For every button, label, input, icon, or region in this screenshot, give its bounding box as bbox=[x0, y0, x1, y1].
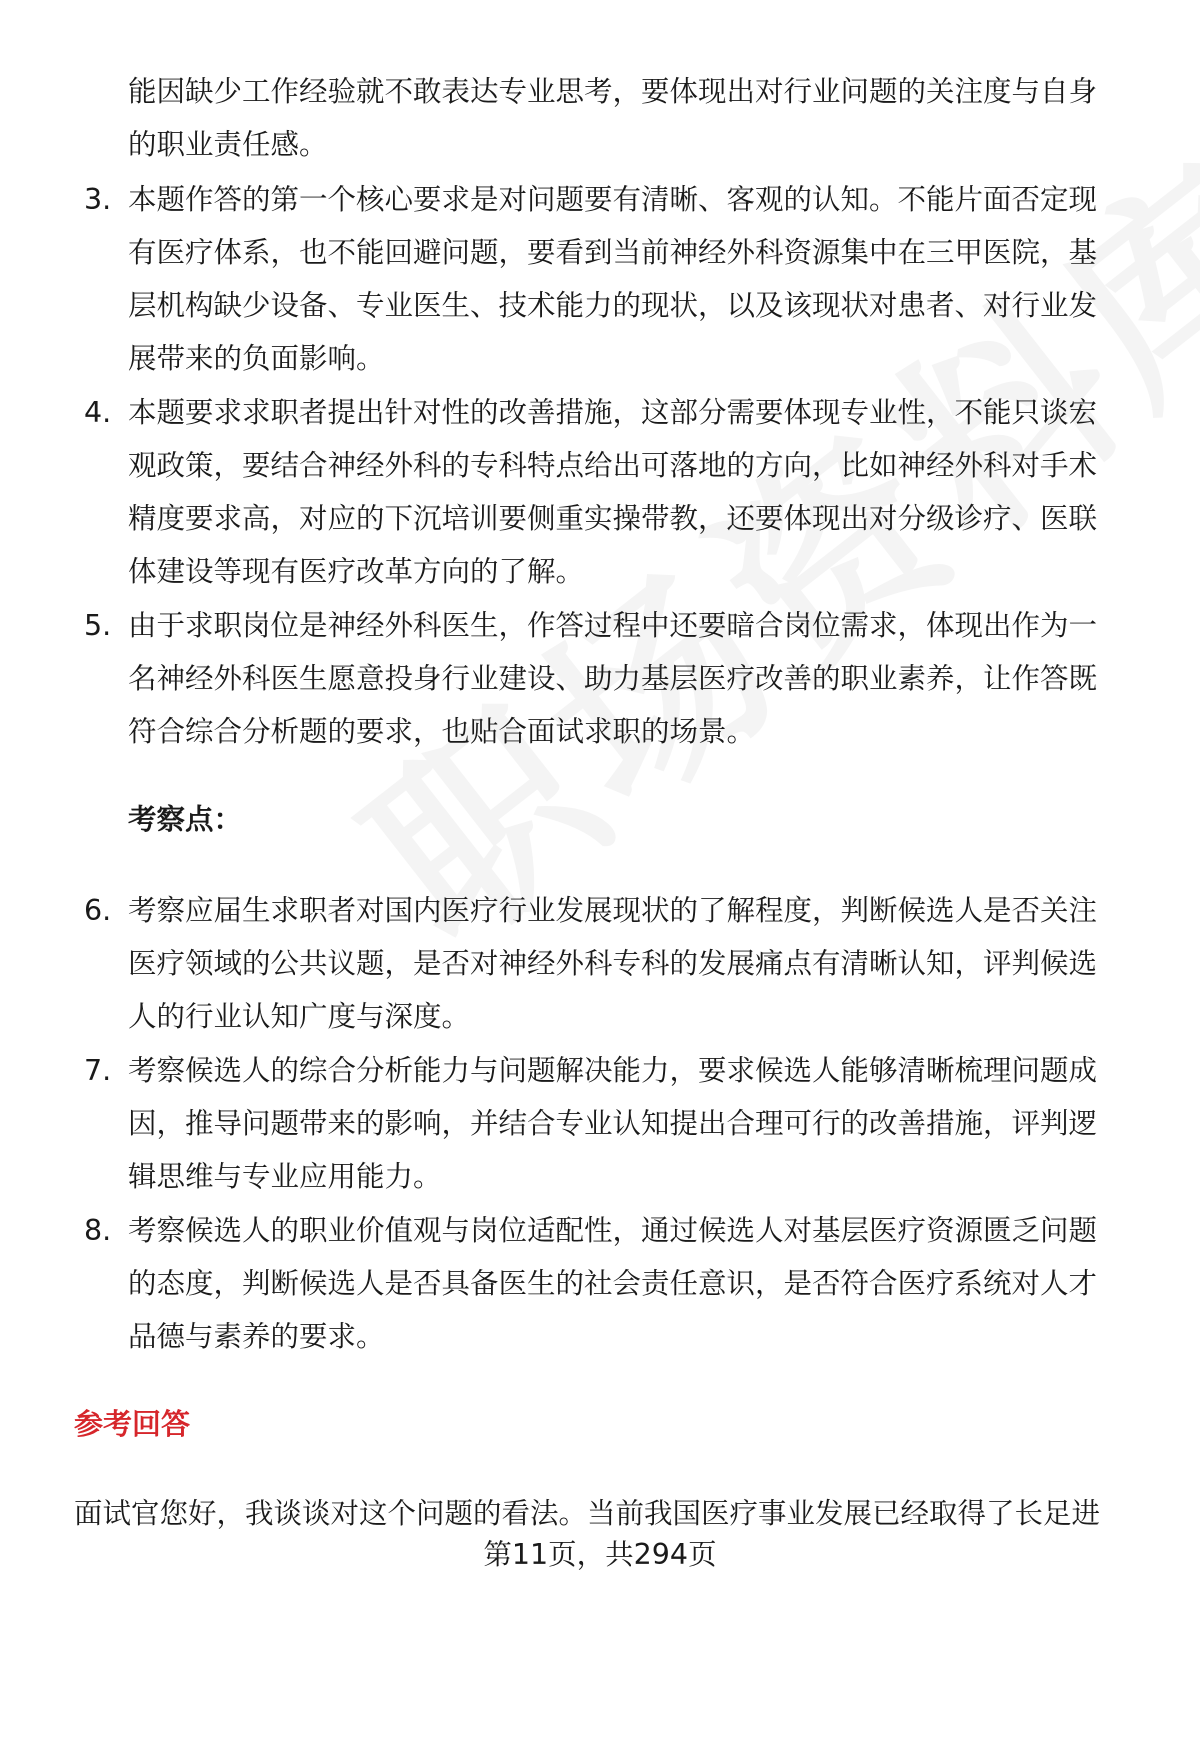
item-7-line-1: 考察候选人的综合分析能力与问题解决能力，要求候选人能够清晰梳理问题成 bbox=[128, 1054, 1098, 1087]
list-number-6: 6. bbox=[84, 894, 112, 927]
item-5-line-1: 由于求职岗位是神经外科医生，作答过程中还要暗合岗位需求，体现出作为一 bbox=[128, 609, 1098, 642]
page-number-footer: 第11页，共294页 bbox=[483, 1538, 717, 1571]
item-7-line-3: 辑思维与专业应用能力。 bbox=[128, 1160, 442, 1193]
item-4-line-3: 精度要求高，对应的下沉培训要侧重实操带教，还要体现出对分级诊疗、医联 bbox=[128, 502, 1098, 535]
answer-paragraph: 面试官您好，我谈谈对这个问题的看法。当前我国医疗事业发展已经取得了长足进 bbox=[74, 1497, 1101, 1530]
item-5-line-2: 名神经外科医生愿意投身行业建设、助力基层医疗改善的职业素养，让作答既 bbox=[128, 662, 1098, 695]
item-8-line-2: 的态度，判断候选人是否具备医生的社会责任意识，是否符合医疗系统对人才 bbox=[128, 1267, 1098, 1300]
list-number-5: 5. bbox=[84, 609, 112, 642]
item-6-line-1: 考察应届生求职者对国内医疗行业发展现状的了解程度，判断候选人是否关注 bbox=[128, 894, 1098, 927]
list-number-7: 7. bbox=[84, 1054, 112, 1087]
item-6-line-3: 人的行业认知广度与深度。 bbox=[128, 1000, 471, 1033]
watermark bbox=[300, 83, 1200, 998]
item-3-line-4: 展带来的负面影响。 bbox=[128, 342, 385, 375]
continuation-line-2: 的职业责任感。 bbox=[128, 128, 328, 161]
item-8-line-3: 品德与素养的要求。 bbox=[128, 1320, 385, 1353]
list-number-4: 4. bbox=[84, 396, 112, 429]
item-7-line-2: 因，推导问题带来的影响，并结合专业认知提出合理可行的改善措施，评判逻 bbox=[128, 1107, 1098, 1140]
continuation-line-1: 能因缺少工作经验就不敢表达专业思考，要体现出对行业问题的关注度与自身 bbox=[128, 75, 1098, 108]
item-3-line-3: 层机构缺少设备、专业医生、技术能力的现状，以及该现状对患者、对行业发 bbox=[128, 289, 1098, 322]
item-8-line-1: 考察候选人的职业价值观与岗位适配性，通过候选人对基层医疗资源匮乏问题 bbox=[128, 1214, 1098, 1247]
section-heading: 考察点： bbox=[128, 803, 243, 836]
item-3-line-2: 有医疗体系，也不能回避问题，要看到当前神经外科资源集中在三甲医院，基 bbox=[128, 236, 1098, 269]
item-5-line-3: 符合综合分析题的要求，也贴合面试求职的场景。 bbox=[128, 715, 756, 748]
item-4-line-2: 观政策，要结合神经外科的专科特点给出可落地的方向，比如神经外科对手术 bbox=[128, 449, 1098, 482]
item-4-line-1: 本题要求求职者提出针对性的改善措施，这部分需要体现专业性，不能只谈宏 bbox=[128, 396, 1098, 429]
reference-answer-heading: 参考回答 bbox=[74, 1407, 191, 1441]
list-number-8: 8. bbox=[84, 1214, 112, 1247]
list-number-3: 3. bbox=[84, 183, 112, 216]
item-4-line-4: 体建设等现有医疗改革方向的了解。 bbox=[128, 555, 585, 588]
item-6-line-2: 医疗领域的公共议题，是否对神经外科专科的发展痛点有清晰认知，评判候选 bbox=[128, 947, 1098, 980]
item-3-line-1: 本题作答的第一个核心要求是对问题要有清晰、客观的认知。不能片面否定现 bbox=[128, 183, 1098, 216]
